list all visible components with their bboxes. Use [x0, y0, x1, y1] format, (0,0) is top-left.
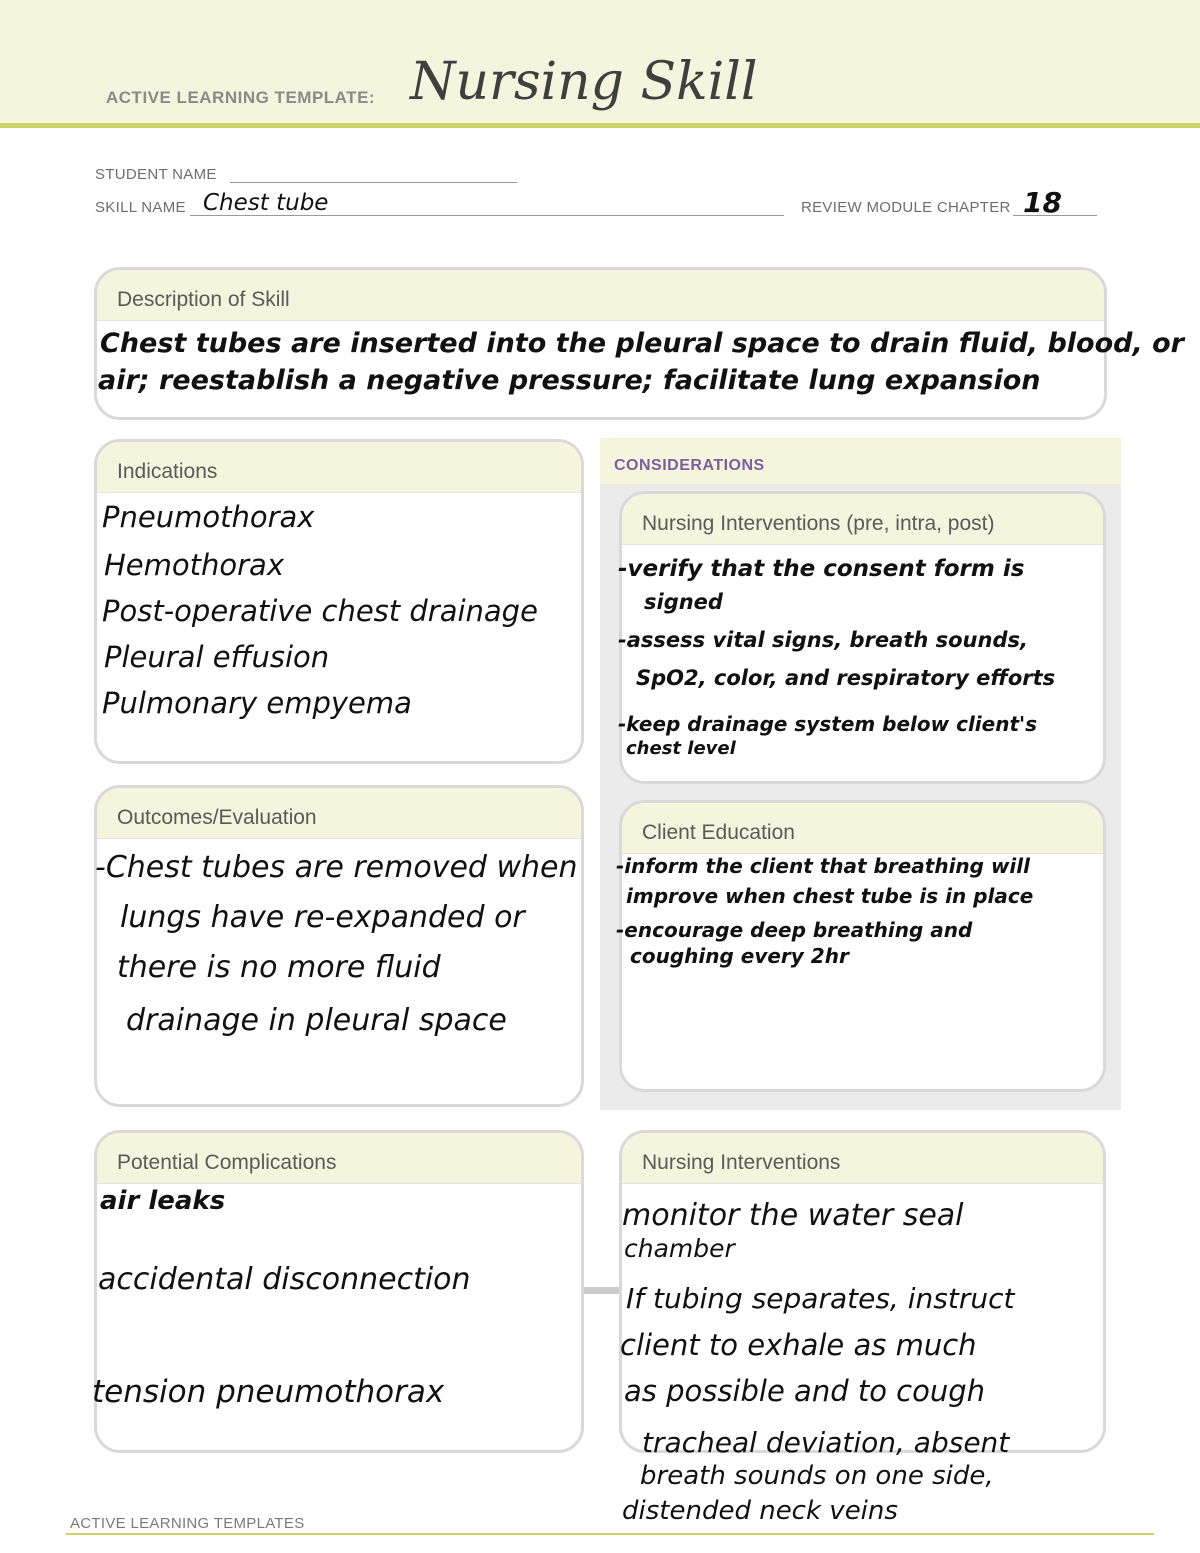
outcomes-header [97, 788, 581, 839]
indication-item: Pleural effusion [104, 640, 330, 674]
footer-rule [66, 1533, 1154, 1535]
outcome-line: there is no more fluid [117, 950, 441, 985]
nursing-intervention-line: breath sounds on one side, [640, 1461, 994, 1491]
nursing-intervention-line: as possible and to cough [624, 1374, 986, 1408]
panel-connector [584, 1287, 620, 1294]
indication-item: Hemothorax [104, 548, 284, 582]
indication-item: Pneumothorax [102, 500, 315, 534]
client-education-header [622, 803, 1103, 854]
template-label: ACTIVE LEARNING TEMPLATE: [106, 88, 376, 107]
nursing-interventions-title: Nursing Interventions [642, 1151, 841, 1174]
outcomes-title: Outcomes/Evaluation [117, 806, 317, 829]
complication-item: tension pneumothorax [92, 1374, 445, 1410]
header-rule [0, 123, 1200, 128]
complications-header [97, 1133, 581, 1184]
nursing-interventions-header [622, 1133, 1103, 1184]
client-education-line: -inform the client that breathing will [616, 854, 1030, 878]
nursing-intervention-line: client to exhale as much [620, 1328, 977, 1362]
client-education-line: improve when chest tube is in place [626, 884, 1034, 908]
complication-item: accidental disconnection [98, 1262, 471, 1297]
student-name-line [230, 182, 517, 183]
complication-item: air leaks [100, 1186, 226, 1216]
nursing-pip-line: -assess vital signs, breath sounds, [618, 628, 1028, 652]
nursing-intervention-line: chamber [624, 1234, 735, 1263]
client-education-line: -encourage deep breathing and [616, 918, 973, 942]
outcome-line: -Chest tubes are removed when [95, 850, 578, 885]
skill-name-label: SKILL NAME [95, 199, 186, 216]
indication-item: Pulmonary empyema [102, 686, 412, 720]
footer-label: ACTIVE LEARNING TEMPLATES [70, 1515, 305, 1532]
outcome-line: lungs have re-expanded or [120, 900, 525, 935]
description-header [97, 270, 1104, 321]
nursing-pip-line: signed [644, 590, 723, 614]
outcomes-panel [94, 785, 584, 1107]
description-title: Description of Skill [117, 288, 290, 311]
client-education-title: Client Education [642, 821, 795, 844]
student-name-label: STUDENT NAME [95, 166, 217, 183]
nursing-pip-line: -keep drainage system below client's [618, 712, 1038, 736]
nursing-interventions-pip-title: Nursing Interventions (pre, intra, post) [642, 512, 995, 535]
nursing-pip-line: chest level [626, 738, 736, 759]
nursing-intervention-line: monitor the water seal [622, 1198, 964, 1233]
template-title: Nursing Skill [410, 52, 758, 112]
description-line-1: Chest tubes are inserted into the pleural space to drain fluid, blood, or [100, 328, 1184, 359]
nursing-intervention-line: distended neck veins [622, 1496, 898, 1526]
indications-header [97, 442, 581, 493]
review-chapter-label: REVIEW MODULE CHAPTER [801, 199, 1011, 216]
indication-item: Post-operative chest drainage [102, 594, 538, 628]
nursing-pip-line: -verify that the consent form is [618, 556, 1025, 582]
description-line-2: air; reestablish a negative pressure; facilitate lung expansion [98, 365, 1041, 396]
complications-title: Potential Complications [117, 1151, 337, 1174]
skill-name-value[interactable]: Chest tube [203, 190, 329, 216]
nursing-pip-line: SpO2, color, and respiratory efforts [636, 666, 1056, 690]
nursing-intervention-line: If tubing separates, instruct [626, 1282, 1015, 1315]
review-chapter-value[interactable]: 18 [1023, 186, 1062, 219]
nursing-intervention-line: tracheal deviation, absent [642, 1426, 1010, 1459]
nursing-interventions-pip-header [622, 494, 1103, 545]
indications-title: Indications [117, 460, 218, 483]
considerations-label: CONSIDERATIONS [614, 457, 765, 474]
outcome-line: drainage in pleural space [126, 1003, 507, 1038]
client-education-line: coughing every 2hr [630, 944, 849, 968]
